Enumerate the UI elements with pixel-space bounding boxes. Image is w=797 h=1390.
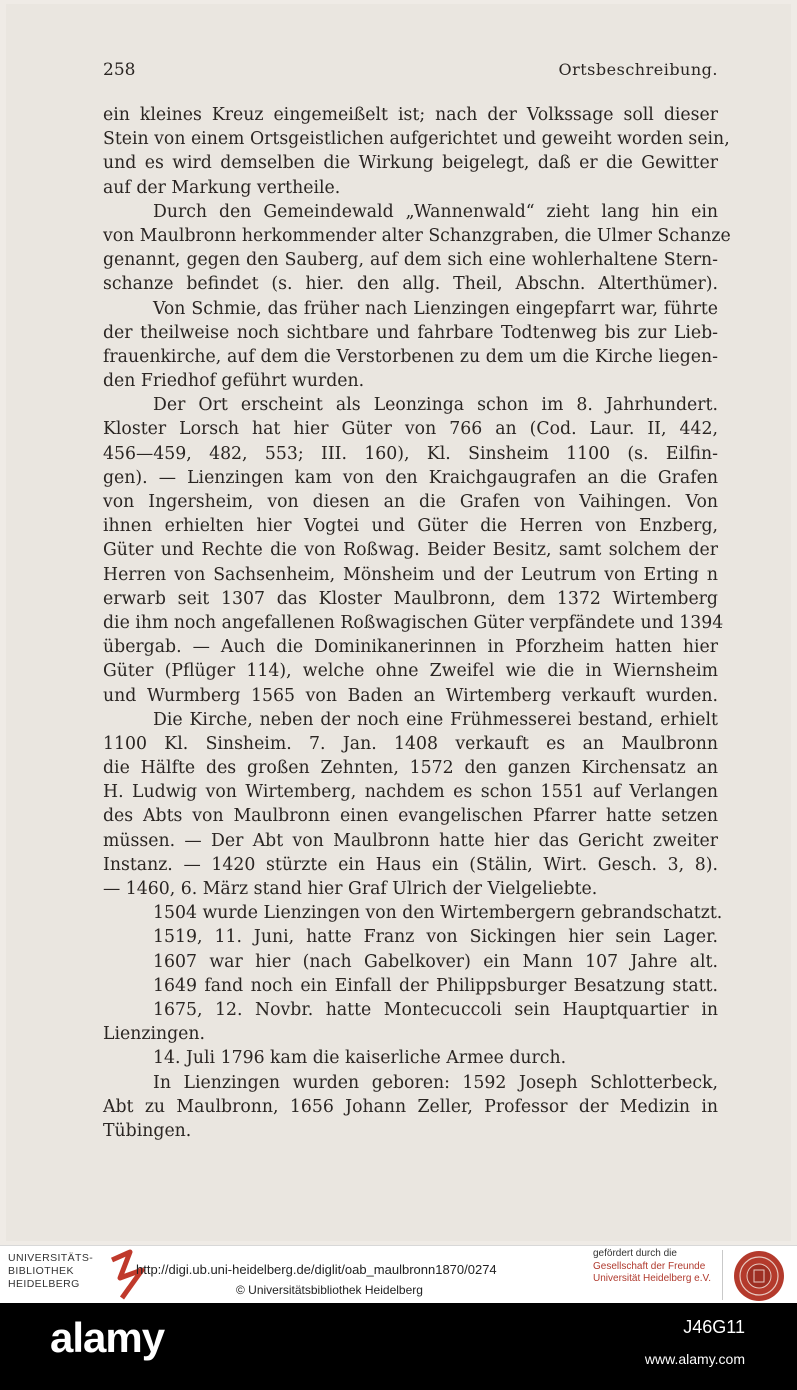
text-line: Tübingen.: [103, 1120, 192, 1141]
text-line: H. Ludwig von Wirtemberg, nachdem es schon 1551 auf Verlangen: [103, 782, 718, 803]
text-line: ein kleines Kreuz eingemeißelt ist; nach der Volkssage soll dieser: [103, 105, 718, 125]
library-name: [8, 1252, 93, 1291]
text-line: Kloster Lorsch hat hier Güter von 766 an (Cod. Laur. II, 442,: [103, 419, 718, 440]
copyright-notice: © Universitätsbibliothek Heidelberg: [236, 1283, 423, 1297]
text-line: der theilweise noch sichtbare und fahrbare Todtenweg bis zur Lieb-: [103, 322, 718, 343]
text-line: Güter (Pflüger 114), welche ohne Zweifel wie die in Wiernsheim: [103, 661, 718, 682]
text-line: 1675, 12. Novbr. hatte Montecuccoli sein Hauptquartier in: [153, 999, 718, 1020]
library-name-line: HEIDELBERG: [8, 1278, 80, 1290]
text-line: von Ingersheim, von diesen an die Grafen von Vaihingen. Von: [103, 492, 718, 512]
page-number: 258: [103, 60, 136, 80]
text-line: genannt, gegen den Sauberg, auf dem sich eine wohlerhaltene Stern-: [103, 250, 718, 271]
body-text: [103, 103, 731, 1143]
text-line: die Hälfte des großen Zehnten, 1572 den ganzen Kirchensatz an: [103, 758, 718, 779]
text-line: müssen. — Der Abt von Maulbronn hatte hier das Gericht zweiter: [103, 830, 718, 851]
running-head: Ortsbeschreibung.: [558, 60, 718, 79]
image-id: J46G11: [683, 1317, 745, 1337]
alamy-logo: alamy: [50, 1314, 165, 1361]
stock-watermark-bar: [0, 1303, 797, 1390]
text-line: gen). — Lienzingen kam von den Kraichgaugrafen an die Grafen: [103, 467, 718, 488]
text-line: und es wird demselben die Wirkung beigelegt, daß er die Gewitter: [103, 153, 718, 174]
text-line: die ihm noch angefallenen Roßwagischen Güter verpfändete und 1394: [103, 612, 724, 633]
text-line: Instanz. — 1420 stürzte ein Haus ein (Stälin, Wirt. Gesch. 3, 8).: [103, 854, 718, 875]
text-line: Herren von Sachsenheim, Mönsheim und der Leutrum von Erting n: [103, 564, 718, 585]
sponsor-line: gefördert durch die: [593, 1248, 677, 1259]
footer-divider: [722, 1250, 723, 1300]
source-link[interactable]: http://digi.ub.uni-heidelberg.de/diglit/oab_maulbronn1870/0274: [136, 1262, 497, 1277]
sponsor-notice: [593, 1248, 711, 1286]
page-header: [103, 60, 718, 86]
text-line: 1519, 11. Juni, hatte Franz von Sickingen hier sein Lager.: [153, 927, 718, 948]
sponsor-line: Universität Heidelberg e.V.: [593, 1273, 712, 1284]
text-line: In Lienzingen wurden geboren: 1592 Joseph Schlotterbeck,: [153, 1072, 718, 1093]
text-line: auf der Markung vertheile.: [103, 177, 341, 198]
text-line: erwarb seit 1307 das Kloster Maulbronn, dem 1372 Wirtemberg: [103, 588, 718, 609]
text-line: 1607 war hier (nach Gabelkover) ein Mann 107 Jahre alt.: [153, 951, 718, 972]
text-line: Der Ort erscheint als Leonzinga schon im 8. Jahrhundert.: [153, 395, 718, 416]
text-line: des Abts von Maulbronn einen evangelischen Pfarrer hatte setzen: [103, 806, 718, 827]
text-line: 1504 wurde Lienzingen von den Wirtembergern gebrandschatzt.: [153, 903, 723, 924]
text-line: Durch den Gemeindewald „Wannenwald“ zieht lang hin ein: [153, 201, 718, 222]
text-line: 14. Juli 1796 kam die kaiserliche Armee durch.: [153, 1048, 567, 1069]
text-line: 456—459, 482, 553; III. 160), Kl. Sinsheim 1100 (s. Eilfin-: [103, 443, 718, 464]
text-line: Die Kirche, neben der noch eine Frühmesserei bestand, erhielt: [153, 709, 718, 730]
library-name-line: UNIVERSITÄTS-: [8, 1252, 94, 1264]
text-line: ihnen erhielten hier Vogtei und Güter die Herren von Enzberg,: [103, 516, 718, 537]
text-line: den Friedhof geführt wurden.: [103, 371, 365, 392]
text-line: Güter und Rechte die von Roßwag. Beider Besitz, samt solchem der: [103, 540, 718, 561]
digitization-footer: [0, 1245, 797, 1304]
text-line: frauenkirche, auf dem die Verstorbenen zu dem um die Kirche liegen-: [103, 346, 718, 367]
text-line: schanze befindet (s. hier. den allg. Theil, Abschn. Alterthümer).: [103, 274, 718, 295]
text-line: Von Schmie, das früher nach Lienzingen eingepfarrt war, führte: [153, 298, 718, 319]
text-line: übergab. — Auch die Dominikanerinnen in Pforzheim hatten hier: [103, 637, 718, 658]
text-line: 1100 Kl. Sinsheim. 7. Jan. 1408 verkauft es an Maulbronn: [103, 733, 718, 754]
sponsor-line: Gesellschaft der Freunde: [593, 1260, 706, 1272]
university-seal-icon: [733, 1250, 785, 1302]
text-line: — 1460, 6. März stand hier Graf Ulrich der Vielgeliebte.: [103, 879, 598, 899]
text-line: von Maulbronn herkommender alter Schanzgraben, die Ulmer Schanze: [103, 225, 731, 246]
library-name-line: BIBLIOTHEK: [8, 1265, 74, 1277]
text-line: Abt zu Maulbronn, 1656 Johann Zeller, Professor der Medizin in: [103, 1096, 718, 1117]
text-line: Lienzingen.: [103, 1024, 206, 1045]
stock-site: www.alamy.com: [644, 1351, 745, 1367]
text-line: Stein von einem Ortsgeistlichen aufgerichtet und geweiht worden sein,: [103, 129, 730, 150]
text-line: und Wurmberg 1565 von Baden an Wirtemberg verkauft wurden.: [103, 685, 718, 706]
text-line: 1649 fand noch ein Einfall der Philippsburger Besatzung statt.: [153, 975, 718, 996]
